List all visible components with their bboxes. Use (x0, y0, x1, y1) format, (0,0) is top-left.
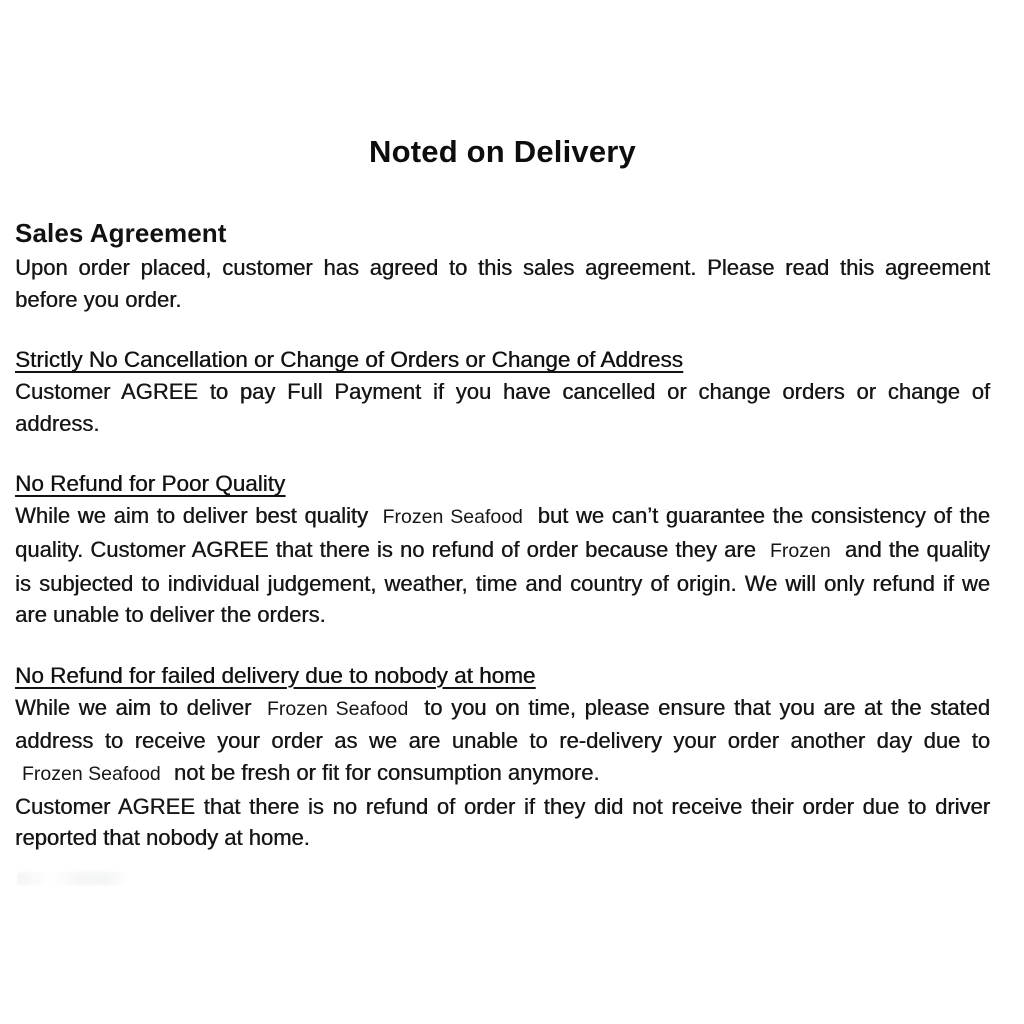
paragraph (15, 500, 990, 630)
document-title: Noted on Delivery (369, 134, 636, 169)
text-run: Customer AGREE that there is no refund of order if they did not receive their order due to driver reported that nobody at home. (15, 793, 990, 851)
text-run: While we aim to deliver best quality (15, 503, 368, 529)
inserted-text-run: Frozen Seafood (267, 697, 409, 720)
agreement-section (15, 663, 990, 854)
text-run: and the quality is subjected to individual judgement, weather, time and country of origin. We will only refund if we are unable to deliver the orders. (15, 536, 990, 628)
text-run: While we aim to deliver (15, 694, 252, 720)
text-run: Upon order placed, customer has agreed to this sales agreement. Please read this agreement before you order. (15, 255, 990, 312)
text-run: Customer AGREE to pay Full Payment if you have cancelled or change orders or change of address. (15, 379, 990, 436)
section-heading: Sales Agreement (15, 218, 227, 248)
section-heading: Strictly No Cancellation or Change of Orders or Change of Address (15, 347, 683, 373)
text-run: but we can’t guarantee the consistency of the quality. Customer AGREE that there is no refund of order because they are (15, 503, 990, 562)
paragraph (15, 692, 990, 791)
paragraph (15, 791, 990, 854)
text-run: to you on time, please ensure that you are at the stated address to receive your order as we are unable to re-delivery your order another day due to (15, 694, 990, 754)
agreement-section (15, 218, 990, 315)
document-sections (15, 218, 990, 854)
erased-text-smudge (17, 872, 129, 885)
text-run: not be fresh or fit for consumption anymore. (173, 759, 600, 785)
agreement-section (15, 347, 990, 439)
paragraph (15, 376, 990, 439)
inserted-text-run: Frozen (769, 539, 831, 562)
paragraph (15, 252, 990, 315)
inserted-text-run: Frozen Seafood (22, 762, 161, 785)
agreement-section (15, 471, 990, 630)
section-heading: No Refund for failed delivery due to nobody at home (15, 662, 536, 688)
section-heading: No Refund for Poor Quality (15, 471, 286, 497)
inserted-text-run: Frozen Seafood (382, 506, 523, 529)
